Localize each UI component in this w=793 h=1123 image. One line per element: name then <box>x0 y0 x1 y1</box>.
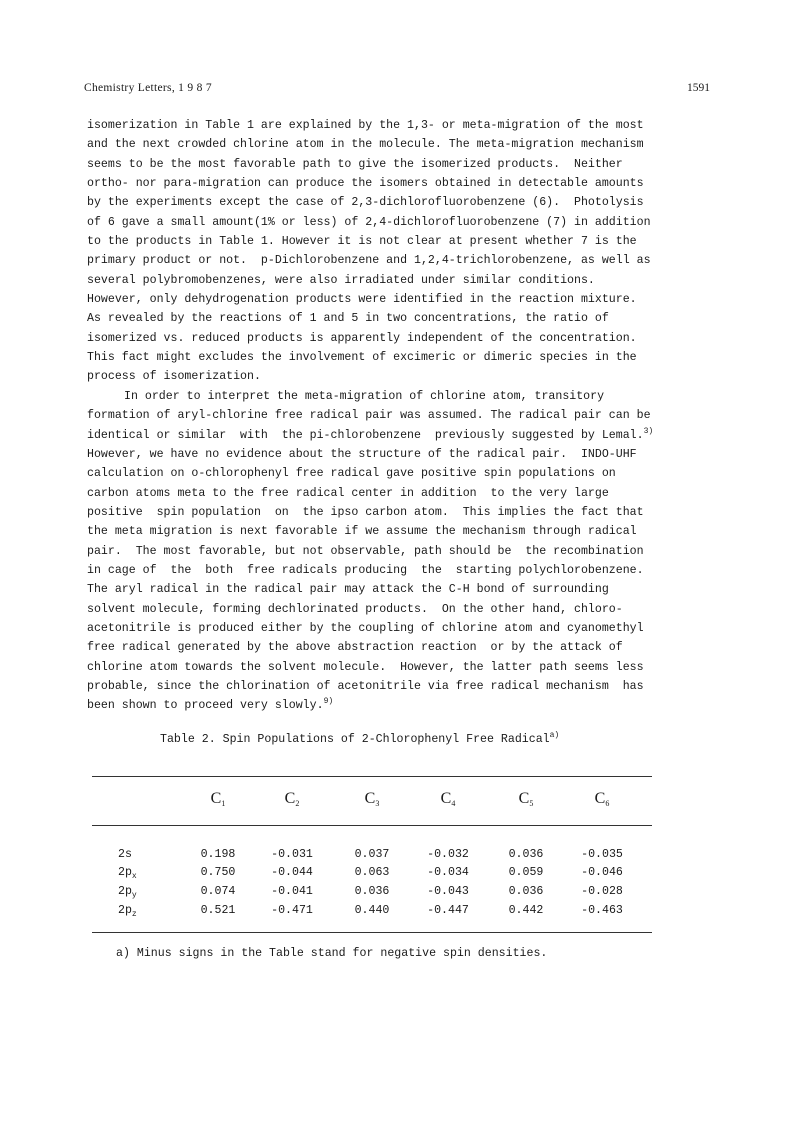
table-cell: -0.463 <box>581 904 623 917</box>
table-cell: 0.036 <box>508 848 544 861</box>
text-line: pair. The most favorable, but not observable, path should be the recombination <box>87 544 644 558</box>
table-cell: -0.046 <box>581 866 623 879</box>
page-number: 1591 <box>687 82 710 94</box>
ref-lemal: 3) <box>643 426 654 436</box>
column-header-c5: $C_5$ <box>518 790 534 808</box>
table-cell: 0.442 <box>508 904 544 917</box>
ref-slowly: 9) <box>323 697 334 707</box>
text-line: solvent molecule, forming dechlorinated products. On the other hand, chloro- <box>87 602 623 616</box>
row-label-2px: $2p_x$ <box>118 866 137 881</box>
text-line: The aryl radical in the radical pair may attack the C-H bond of surrounding <box>87 583 609 597</box>
text-line: process of isomerization. <box>87 370 261 384</box>
text-line: calculation on o-chlorophenyl free radical gave positive spin populations on <box>87 467 616 481</box>
column-header-c2: $C_2$ <box>284 790 300 808</box>
text-line: isomerization in Table 1 are explained by the 1,3- or meta-migration of the most <box>87 119 644 132</box>
text-line: isomerized vs. reduced products is apparently independent of the concentration. <box>87 331 637 345</box>
text-line: positive spin population on the ipso carbon atom. This implies the fact that <box>87 505 644 519</box>
text-line: acetonitrile is produced either by the coupling of chlorine atom and cyanomethyl <box>87 621 644 635</box>
table-cell: 0.036 <box>508 885 544 898</box>
column-header-c1: $C_1$ <box>210 790 226 808</box>
table-cell: -0.034 <box>427 866 469 879</box>
table-cell: 0.063 <box>354 866 390 879</box>
table-cell: 0.521 <box>200 904 236 917</box>
table-top-rule <box>92 776 652 777</box>
table-cell: -0.471 <box>271 904 313 917</box>
text-line: seems to be the most favorable path to give the isomerized products. Neither <box>87 157 623 171</box>
table-bottom-rule <box>92 932 652 933</box>
table-cell: 0.036 <box>354 885 390 898</box>
table-caption: Table 2. Spin Populations of 2-Chlorophenyl Free Radical$^{a)}$ <box>160 731 560 746</box>
table-cell: 0.750 <box>200 866 236 879</box>
table-cell: -0.032 <box>427 848 469 861</box>
table-cell: 0.198 <box>200 848 236 861</box>
text-line-lemal: identical or similar with the pi-chlorobenzene previously suggested by Lemal.$^{3)}$ <box>87 426 654 442</box>
table-cell: 0.440 <box>354 904 390 917</box>
running-head <box>84 82 710 98</box>
table-footnote: a) Minus signs in the Table stand for negative spin densities. <box>116 947 548 960</box>
text-line: ortho- nor para-migration can produce the isomers obtained in detectable amounts <box>87 177 644 191</box>
text-line: However, only dehydrogenation products were identified in the reaction mixture. <box>87 293 637 307</box>
row-label-2py: $2p_y$ <box>118 885 137 900</box>
text-line: This fact might excludes the involvement of excimeric or dimeric species in the <box>87 351 637 365</box>
text-line: primary product or not. p-Dichlorobenzene and 1,2,4-trichlorobenzene, as well as <box>87 254 651 268</box>
text-line: by the experiments except the case of 2,3-dichlorofluorobenzene (6). Photolysis <box>87 196 644 210</box>
text-line: chlorine atom towards the solvent molecule. However, the latter path seems less <box>87 660 644 674</box>
text-line: In order to interpret the meta-migration of chlorine atom, transitory <box>124 389 605 403</box>
text-line: However, we have no evidence about the structure of the radical pair. INDO-UHF <box>87 447 637 461</box>
table-cell: -0.044 <box>271 866 313 879</box>
table-cell: -0.447 <box>427 904 469 917</box>
body-text <box>87 116 719 716</box>
table-cell: 0.059 <box>508 866 544 879</box>
text-line: As revealed by the reactions of 1 and 5 in two concentrations, the ratio of <box>87 312 609 326</box>
text-line-slowly: been shown to proceed very slowly.$^{9)}$ <box>87 697 334 713</box>
text-line: probable, since the chlorination of acetonitrile via free radical mechanism has <box>87 679 644 693</box>
table-cell: -0.031 <box>271 848 313 861</box>
column-header-c6: $C_6$ <box>594 790 610 808</box>
text-line: free radical generated by the above abstraction reaction or by the attack of <box>87 641 623 655</box>
column-header-c4: $C_4$ <box>440 790 456 808</box>
table-cell: 0.037 <box>354 848 390 861</box>
journal-name: Chemistry Letters, 1 9 8 7 <box>84 82 212 94</box>
table-header-rule <box>92 825 652 826</box>
text-line: of 6 gave a small amount(1% or less) of 2,4-dichlorofluorobenzene (7) in addition <box>87 215 651 229</box>
row-label-2pz: $2p_z$ <box>118 904 137 919</box>
text-line: carbon atoms meta to the free radical center in addition to the very large <box>87 486 609 500</box>
text-line: to the products in Table 1. However it is not clear at present whether 7 is the <box>87 235 637 249</box>
table-cell: -0.035 <box>581 848 623 861</box>
text-line: and the next crowded chlorine atom in the molecule. The meta-migration mechanism <box>87 138 644 152</box>
caption-note-marker: a) <box>549 731 560 740</box>
table-cell: 0.074 <box>200 885 236 898</box>
column-header-c3: $C_3$ <box>364 790 380 808</box>
table-cell: -0.028 <box>581 885 623 898</box>
row-label-2s: 2s <box>118 848 132 861</box>
table-cell: -0.041 <box>271 885 313 898</box>
text-line: the meta migration is next favorable if we assume the mechanism through radical <box>87 525 637 539</box>
table-cell: -0.043 <box>427 885 469 898</box>
text-line: in cage of the both free radicals producing the starting polychlorobenzene. <box>87 563 644 577</box>
text-line: several polybromobenzenes, were also irradiated under similar conditions. <box>87 273 595 287</box>
text-line: formation of aryl-chlorine free radical pair was assumed. The radical pair can be <box>87 409 651 423</box>
